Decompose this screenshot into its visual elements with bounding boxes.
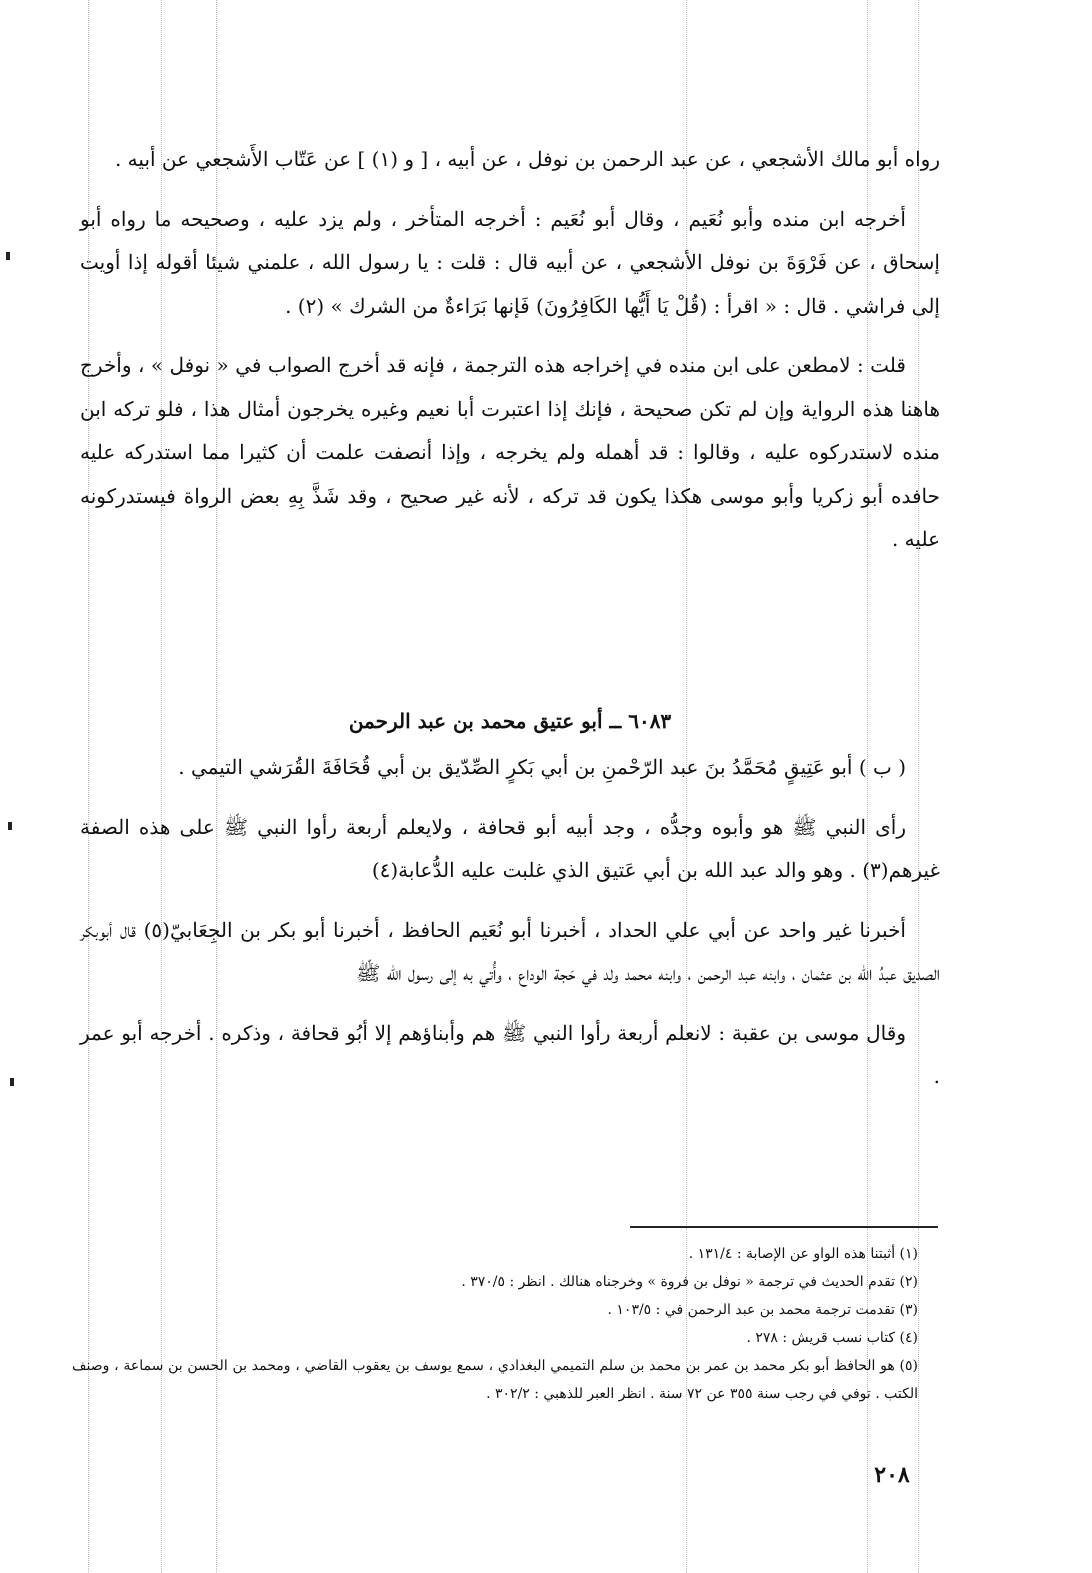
scan-speck xyxy=(10,1078,14,1086)
entry-heading: ٦٠٨٣ ــ أبو عتيق محمد بن عبد الرحمن xyxy=(348,709,672,733)
main-text-top xyxy=(80,138,940,578)
entry-paragraph-2: رأى النبي ﷺ هو وأبوه وجدُّه ، وجد أبيه أبو قحافة ، ولايعلم أربعة رأوا النبي ﷺ على هذه الصفة غيرهم(٣) . وهو والد عبد الله بن أبي عَتيق الذي غلبت عليه الدُّعابة(٤) xyxy=(80,814,940,882)
main-text-entry xyxy=(80,746,940,1115)
footnote-1: (١) أثبتنا هذه الواو عن الإصابة : ١٣١/٤ . xyxy=(688,1246,918,1262)
footnote-3: (٣) تقدمت ترجمة محمد بن عبد الرحمن في : ١٠٣/٥ . xyxy=(607,1302,918,1318)
scan-speck xyxy=(8,822,12,830)
footnote-4: (٤) كتاب نسب قريش : ٢٧٨ . xyxy=(746,1330,918,1346)
page-number: ٢٠٨ xyxy=(874,1462,910,1488)
footnote-rule xyxy=(630,1226,938,1228)
paragraph-3: قلت : لامطعن على ابن منده في إخراجه هذه الترجمة ، فإنه قد أخرج الصواب في « نوفل » ، وأخرج هاهنا هذه الرواية وإن لم تكن صحيحة ، فإنك إذا اعتبرت أبا نعيم وغيره يخرجون أمثال هذا ، فلو تركه ابن منده لاستدركوه عليه ، وقالوا : قد أهمله ولم يخرجه ، وإذا أنصفت علمت أن كثيرا مما استدركه عليه حافده أبو زكريا وأبو موسى هكذا يكون قد تركه ، لأنه غير صحيح ، وقد شَذَّ بِهِ بعض الرواة فيستدركونه عليه . xyxy=(80,353,940,551)
scan-speck xyxy=(6,252,10,260)
entry-paragraph-4: وقال موسى بن عقبة : لانعلم أربعة رأوا النبي ﷺ هم وأبناؤهم إلا أبُو قحافة ، وذكره . أخرجه أبو عمر . xyxy=(80,1020,940,1088)
footnote-2: (٢) تقدم الحديث في ترجمة « نوفل بن فروة » وخرجناه هنالك . انظر : ٣٧٠/٥ . xyxy=(461,1274,918,1290)
entry-paragraph-3: أخبرنا غير واحد عن أبي علي الحداد ، أخبرنا أبو نُعَيم الحافظ ، أخبرنا أبو بكر بن الجِعَابيّ(٥) قال أبوبكر الصديق عبدُ الله بن عثمان ، وابنه عبد الرحمن ، وابنه محمد ولد في حَجة الوداع ، وأُتي به إلى رسول الله ﷺ xyxy=(80,917,940,985)
paragraph-1: رواه أبو مالك الأشجعي ، عن عبد الرحمن بن نوفل ، عن أبيه ، [ و (١) ] عن عَتّاب الأَشجعي عن أبيه . xyxy=(114,147,940,171)
footnote-5: (٥) هو الحافظ أبو بكر محمد بن عمر بن محمد بن سلم التميمي البغدادي ، سمع يوسف بن يعقوب القاضي ، ومحمد بن الحسن بن سماعة ، وصنف الكتب . توفي في رجب سنة ٣٥٥ عن ٧٢ سنة . انظر العبر للذهبي : ٣٠٢/٢ . xyxy=(72,1358,918,1402)
footnotes xyxy=(72,1240,918,1408)
paragraph-2: أخرجه ابن منده وأبو نُعَيم ، وقال أبو نُعَيم : أخرجه المتأخر ، ولم يزد عليه ، وصحيحه ما رواه أبو إسحاق ، عن فَرْوَةَ بن نوفل الأشجعي ، عن أبيه قال : قلت : يا رسول الله ، علمني شيئا أقوله إذا أويت إلى فراشي . قال : « اقرأ : (قُلْ يَا أَيُّها الكَافِرُونَ) فَإنها بَرَاءةٌ من الشرك » (٢) . xyxy=(80,206,940,318)
entry-paragraph-1: ( ب ) أبو عَتِيقٍ مُحَمَّدُ بنَ عبد الرّحْمنِ بن أبي بَكرٍ الصِّدّيق بن أبي قُحَافَةَ القُرَشي التيمي . xyxy=(178,755,906,779)
